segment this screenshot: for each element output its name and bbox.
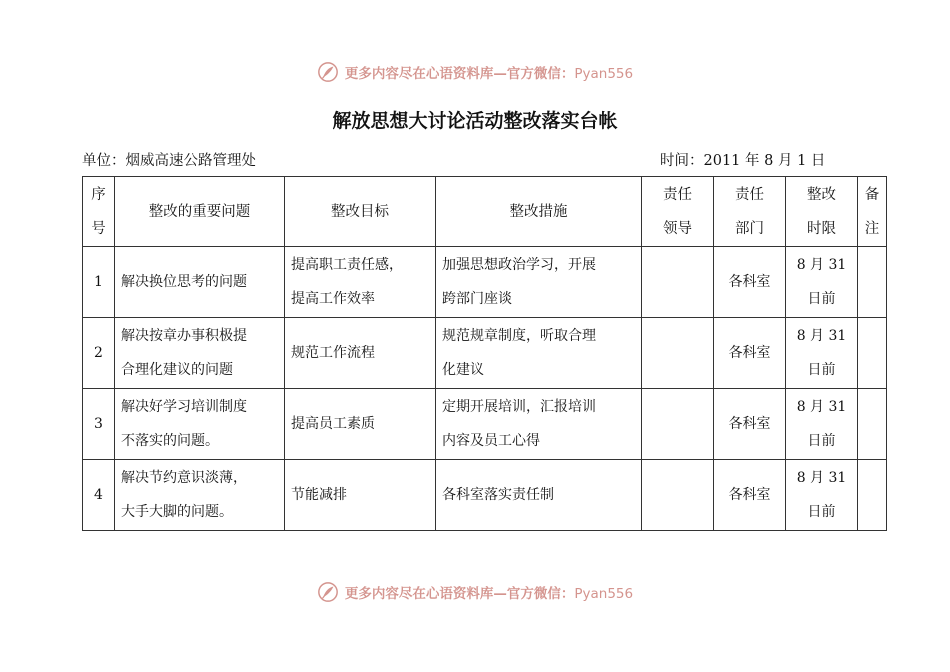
cell-problem: 解决换位思考的问题 [115,247,285,318]
header-deadline: 整改 时限 [786,177,858,247]
header-seq: 序 号 [83,177,115,247]
cell-dept: 各科室 [714,318,786,389]
cell-note [858,318,887,389]
date-label: 时间：2011 年 8 月 1 日 [660,153,826,169]
cell-note [858,460,887,531]
cell-deadline: 8 月 31 日前 [786,460,858,531]
table-row [83,389,887,460]
cell-problem: 解决好学习培训制度 不落实的问题。 [115,389,285,460]
header-measure: 整改措施 [436,177,642,247]
quill-logo-icon [317,61,339,83]
cell-goal: 规范工作流程 [285,318,436,389]
cell-goal: 节能减排 [285,460,436,531]
header-note: 备 注 [858,177,887,247]
table-row [83,247,887,318]
cell-deadline: 8 月 31 日前 [786,247,858,318]
cell-goal: 提高员工素质 [285,389,436,460]
table-row [83,460,887,531]
document-info-row [82,149,852,169]
table-header-row [83,177,887,247]
cell-deadline: 8 月 31 日前 [786,389,858,460]
cell-seq: 3 [83,389,115,460]
cell-measure: 各科室落实责任制 [436,460,642,531]
watermark-text: 更多内容尽在心语资料库—官方微信：Pyan556 [344,586,634,602]
header-problem: 整改的重要问题 [115,177,285,247]
cell-leader [642,247,714,318]
cell-problem: 解决节约意识淡薄， 大手大脚的问题。 [115,460,285,531]
cell-note [858,247,887,318]
cell-measure: 加强思想政治学习，开展 跨部门座谈 [436,247,642,318]
cell-problem: 解决按章办事积极提 合理化建议的问题 [115,318,285,389]
header-goal: 整改目标 [285,177,436,247]
cell-note [858,389,887,460]
watermark-text: 更多内容尽在心语资料库—官方微信：Pyan556 [344,66,634,82]
cell-leader [642,389,714,460]
cell-dept: 各科室 [714,247,786,318]
document-title: 解放思想大讨论活动整改落实台帐 [332,110,618,132]
cell-measure: 规范规章制度，听取合理 化建议 [436,318,642,389]
cell-leader [642,318,714,389]
quill-logo-icon [317,581,339,603]
cell-dept: 各科室 [714,460,786,531]
cell-leader [642,460,714,531]
unit-label: 单位：烟威高速公路管理处 [82,153,256,169]
cell-seq: 1 [83,247,115,318]
header-leader: 责任 领导 [642,177,714,247]
table-row [83,318,887,389]
cell-dept: 各科室 [714,389,786,460]
cell-seq: 4 [83,460,115,531]
cell-seq: 2 [83,318,115,389]
watermark-banner-top [0,60,950,84]
cell-goal: 提高职工责任感， 提高工作效率 [285,247,436,318]
cell-deadline: 8 月 31 日前 [786,318,858,389]
header-dept: 责任 部门 [714,177,786,247]
watermark-banner-bottom [0,580,950,604]
rectification-ledger-table [82,176,887,531]
cell-measure: 定期开展培训，汇报培训 内容及员工心得 [436,389,642,460]
